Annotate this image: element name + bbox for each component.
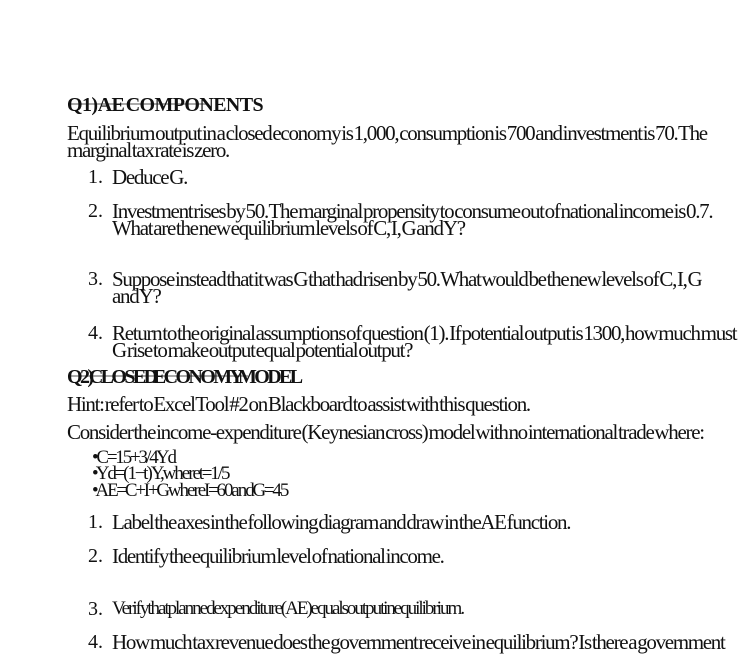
list-item: Investment rises by 50. The marginal propensity to consume out of national income is 0.7.	[112, 199, 713, 223]
list-item: Suppose instead that it was G that had risen by 50. What would be the new levels of C, I, G	[112, 267, 702, 291]
list-number: 2.	[88, 545, 103, 567]
q2-heading: Q2) CLOSED ECONOMY MODEL	[67, 366, 301, 388]
bullet-text: C = 15 + 3/4 Yd	[96, 447, 176, 468]
bullet-text: Yd = (1 − t)Y, where t = 1/5	[95, 463, 229, 484]
list-number: 4.	[88, 631, 103, 653]
list-number: 1.	[88, 166, 103, 188]
q1-intro: Equilibrium output in a closed economy is 1,000, consumption is 700 and investment is 70. The	[67, 121, 707, 145]
list-item: Deduce G.	[112, 165, 188, 189]
q2-hint: Hint: refer to Excel Tool #2 on Blackboard to assist with this question.	[67, 392, 530, 416]
list-item: Return to the original assumptions of question (1). If potential output is 1300, how much must	[112, 321, 737, 345]
list-item: How much tax revenue does the government receive in equilibrium? Is there a government	[112, 630, 725, 654]
bullet-text: AE = C + I + G where I = 60 and G = 45	[95, 480, 288, 501]
bullet-item: • C = 15 + 3/4 Yd	[92, 447, 176, 468]
q2-consider: Consider the income-expenditure (Keynesian cross) model with no international trade where:	[67, 420, 704, 444]
list-item: and Y?	[112, 284, 161, 308]
list-item: G rise to make output equal potential output?	[112, 338, 413, 362]
list-item: Verify that planned expenditure (AE) equals output in equilibrium.	[112, 598, 464, 619]
list-item: Label the axes in the following diagram and draw in the AE function.	[112, 510, 571, 534]
list-number: 4.	[88, 322, 103, 344]
bullet-item: • AE = C + I + G where I = 60 and G = 45	[92, 480, 288, 501]
q1-intro: marginal tax rate is zero.	[67, 138, 229, 162]
list-item: Identify the equilibrium level of national income.	[112, 544, 444, 568]
list-number: 3.	[88, 598, 103, 620]
list-number: 2.	[88, 200, 103, 222]
list-item: What are the new equilibrium levels of C, I, G and Y?	[112, 216, 465, 240]
list-number: 3.	[88, 268, 103, 290]
bullet-item: • Yd = (1 − t)Y, where t = 1/5	[92, 463, 229, 484]
list-number: 1.	[88, 511, 103, 533]
q1-heading: Q1) AE COMPONENTS	[67, 94, 264, 116]
